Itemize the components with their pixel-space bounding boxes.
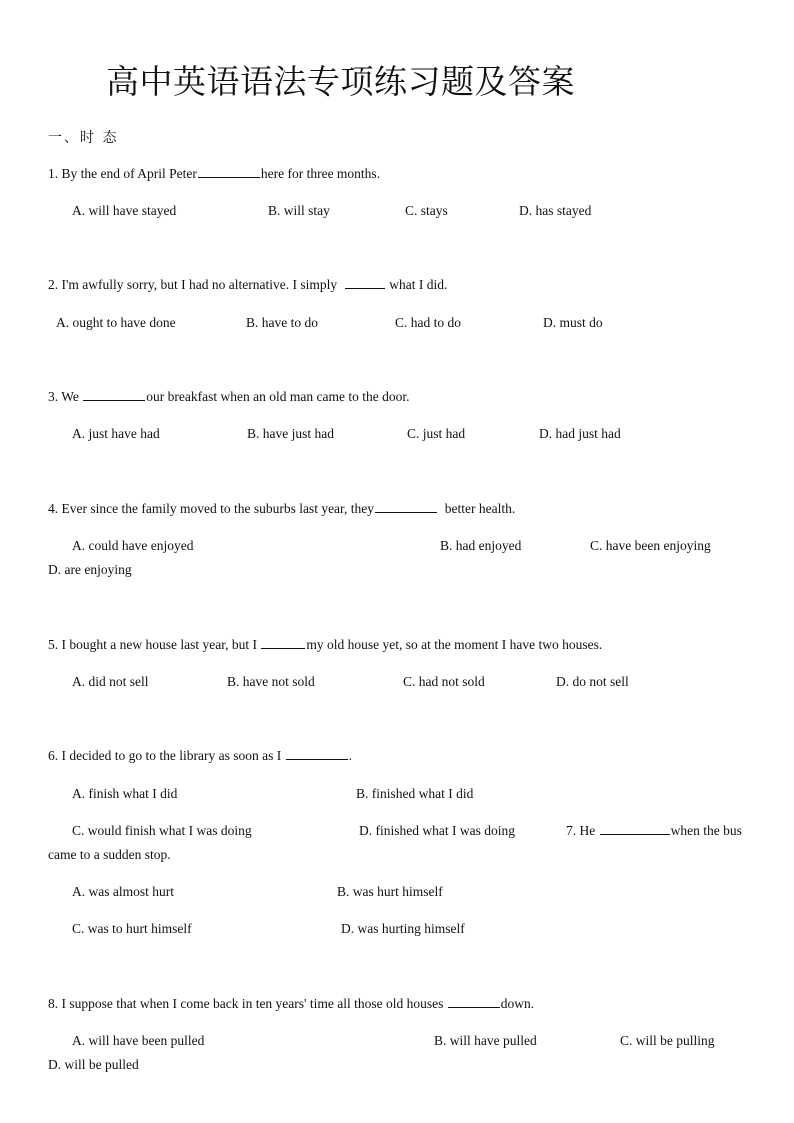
q1-option-a[interactable]: A. will have stayed xyxy=(72,203,177,218)
question-8-stem: 8. I suppose that when I come back in ten years' time all those old houses xyxy=(48,996,444,1011)
question-3-stem-end: our breakfast when an old man came to the door. xyxy=(146,389,410,404)
answer-blank[interactable] xyxy=(448,1006,500,1008)
question-5-stem-end: my old house yet, so at the moment I have two houses. xyxy=(306,637,603,652)
question-7-stem-end: when the bus xyxy=(670,823,742,838)
q1-option-c[interactable]: C. stays xyxy=(405,203,448,218)
q4-option-b[interactable]: B. had enjoyed xyxy=(440,538,522,553)
question-1-stem: 1. By the end of April Peter xyxy=(48,166,197,181)
q3-option-b[interactable]: B. have just had xyxy=(247,426,334,441)
answer-blank[interactable] xyxy=(198,176,260,178)
question-4-stem: 4. Ever since the family moved to the suburbs last year, they xyxy=(48,501,374,516)
q1-option-b[interactable]: B. will stay xyxy=(268,203,330,218)
question-4 xyxy=(48,501,515,517)
q3-option-d[interactable]: D. had just had xyxy=(539,426,621,441)
q5-option-a[interactable]: A. did not sell xyxy=(72,674,149,689)
q7-option-c[interactable]: C. was to hurt himself xyxy=(72,921,192,936)
q4-option-c[interactable]: C. have been enjoying xyxy=(590,538,711,553)
question-5 xyxy=(48,637,602,653)
answer-blank[interactable] xyxy=(375,511,437,513)
q5-option-d[interactable]: D. do not sell xyxy=(556,674,629,689)
q2-option-d[interactable]: D. must do xyxy=(543,315,603,330)
page-title: 高中英语语法专项练习题及答案 xyxy=(106,62,575,101)
question-8 xyxy=(48,996,534,1012)
answer-blank[interactable] xyxy=(600,833,670,835)
answer-blank[interactable] xyxy=(261,647,305,649)
question-5-stem: 5. I bought a new house last year, but I xyxy=(48,637,258,652)
q8-option-c[interactable]: C. will be pulling xyxy=(620,1033,715,1048)
question-1 xyxy=(48,166,380,182)
q6-option-d[interactable]: D. finished what I was doing xyxy=(359,823,515,838)
section-heading: 一、时 态 xyxy=(48,130,119,146)
q2-option-c[interactable]: C. had to do xyxy=(395,315,461,330)
q3-option-c[interactable]: C. just had xyxy=(407,426,466,441)
question-7-stem: 7. He xyxy=(566,823,596,838)
question-2 xyxy=(48,277,447,293)
question-7 xyxy=(566,823,742,839)
question-4-stem-end: better health. xyxy=(444,501,516,516)
answer-blank[interactable] xyxy=(345,287,385,289)
q8-option-a[interactable]: A. will have been pulled xyxy=(72,1033,205,1048)
q6-option-a[interactable]: A. finish what I did xyxy=(72,786,178,801)
question-2-stem-end: what I did. xyxy=(389,277,448,292)
q6-option-c[interactable]: C. would finish what I was doing xyxy=(72,823,252,838)
answer-blank[interactable] xyxy=(83,399,145,401)
question-1-stem-end: here for three months. xyxy=(260,166,381,181)
q6-option-b[interactable]: B. finished what I did xyxy=(356,786,474,801)
q4-option-a[interactable]: A. could have enjoyed xyxy=(72,538,194,553)
question-6-stem-end: . xyxy=(348,748,352,763)
q8-option-b[interactable]: B. will have pulled xyxy=(434,1033,537,1048)
q4-option-d[interactable]: D. are enjoying xyxy=(48,562,132,577)
q3-option-a[interactable]: A. just have had xyxy=(72,426,160,441)
q7-option-d[interactable]: D. was hurting himself xyxy=(341,921,465,936)
question-7-continued: came to a sudden stop. xyxy=(48,847,171,862)
question-6 xyxy=(48,748,352,764)
question-6-stem: 6. I decided to go to the library as soon as I xyxy=(48,748,282,763)
q5-option-b[interactable]: B. have not sold xyxy=(227,674,315,689)
question-2-stem: 2. I'm awfully sorry, but I had no alternative. I simply xyxy=(48,277,338,292)
q2-option-b[interactable]: B. have to do xyxy=(246,315,318,330)
answer-blank[interactable] xyxy=(286,758,348,760)
q2-option-a[interactable]: A. ought to have done xyxy=(56,315,176,330)
q5-option-c[interactable]: C. had not sold xyxy=(403,674,485,689)
question-3 xyxy=(48,389,409,405)
q8-option-d[interactable]: D. will be pulled xyxy=(48,1057,139,1072)
question-8-stem-end: down. xyxy=(500,996,535,1011)
question-3-stem: 3. We xyxy=(48,389,79,404)
q7-option-b[interactable]: B. was hurt himself xyxy=(337,884,443,899)
q1-option-d[interactable]: D. has stayed xyxy=(519,203,592,218)
q7-option-a[interactable]: A. was almost hurt xyxy=(72,884,174,899)
